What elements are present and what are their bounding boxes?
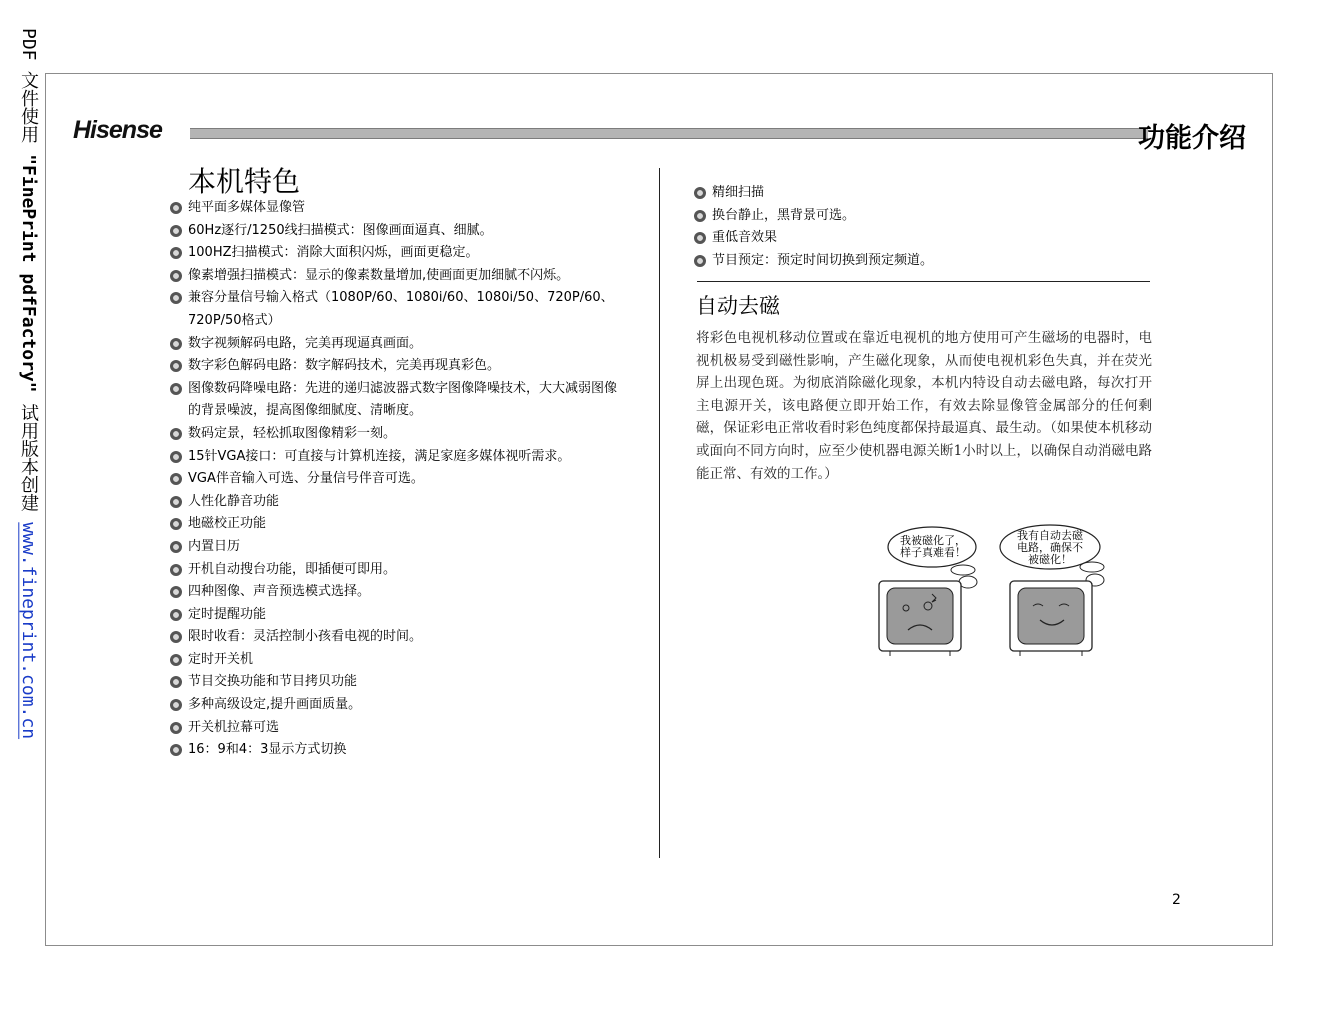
features-list	[168, 197, 628, 762]
feature-text: 15针VGA接口：可直接与计算机连接，满足家庭多媒体视听需求。	[188, 448, 571, 464]
pdf-watermark-sidebar	[14, 28, 42, 740]
bubble-right-text	[1005, 530, 1095, 566]
feature-item	[168, 446, 628, 469]
feature-item	[168, 513, 628, 536]
feature-item	[168, 468, 628, 491]
bubble-right-line: 电路，确保不	[1017, 541, 1083, 554]
bullet-icon	[170, 676, 182, 688]
bullet-icon	[170, 451, 182, 463]
bullet-icon	[170, 202, 182, 214]
bullet-icon	[170, 654, 182, 666]
feature-text: 开关机拉幕可选	[188, 719, 280, 735]
degauss-paragraph: 将彩色电视机移动位置或在靠近电视机的地方使用可产生磁场的电器时，电视机极易受到磁性影响，产生磁化现象，从而使电视机彩色失真，并在荧光屏上出现色斑。为彻底消除磁化现象，本机内特设自动去磁电路，每次打开主电源开关，该电路便立即开始工作，有效去除显像管金属部分的任何剩磁，保证彩电正常收看时彩色纯度都保持最逼真、最生动。（如果使本机移动或面向不同方向时，应至少使机器电源关断1小时以上，以确保自动消磁电路能正常、有效的工作。）	[696, 330, 1152, 482]
bullet-icon	[170, 473, 182, 485]
bullet-icon	[170, 428, 182, 440]
feature-text: 60Hz逐行/1250线扫描模式：图像画面逼真、细腻。	[188, 222, 493, 238]
feature-text: VGA伴音输入可选、分量信号伴音可选。	[188, 471, 424, 487]
feature-text: 换台静止，黑背景可选。	[712, 207, 856, 223]
bullet-icon	[170, 496, 182, 508]
bullet-icon	[694, 187, 706, 199]
watermark-link[interactable]: www.fineprint.com.cn	[18, 522, 39, 740]
page-number: 2	[1172, 892, 1181, 908]
feature-text: 人性化静音功能	[188, 493, 280, 509]
feature-item	[168, 694, 628, 717]
feature-item	[168, 378, 628, 423]
degauss-title: 自动去磁	[696, 294, 780, 318]
feature-item	[692, 182, 1152, 205]
feature-item	[168, 581, 628, 604]
feature-text: 四种图像、声音预选模式选择。	[188, 584, 371, 600]
hisense-logo: Hisense	[73, 116, 162, 144]
feature-item	[168, 355, 628, 378]
feature-text: 纯平面多媒体显像管	[188, 200, 306, 215]
feature-item	[168, 287, 628, 332]
feature-text: 数码定景，轻松抓取图像精彩一刻。	[188, 425, 397, 441]
feature-item	[168, 423, 628, 446]
feature-item	[168, 220, 628, 243]
feature-item	[168, 739, 628, 762]
bullet-icon	[170, 292, 182, 304]
feature-item	[168, 197, 628, 220]
bullet-icon	[170, 564, 182, 576]
bullet-icon	[170, 541, 182, 553]
degauss-cartoon	[870, 520, 1120, 660]
feature-text: 定时开关机	[188, 651, 254, 667]
feature-text: 开机自动搜台功能，即插便可即用。	[188, 561, 397, 577]
bullet-icon	[170, 518, 182, 530]
feature-item	[168, 649, 628, 672]
feature-item	[168, 626, 628, 649]
feature-text: 精细扫描	[712, 185, 765, 200]
feature-text: 地磁校正功能	[188, 516, 267, 532]
feature-item	[168, 491, 628, 514]
features-list-continued	[692, 182, 1152, 272]
section-divider	[697, 281, 1150, 282]
bubble-right-line: 被磁化！	[1028, 553, 1072, 566]
bullet-icon	[170, 360, 182, 372]
bullet-icon	[694, 210, 706, 222]
bullet-icon	[694, 255, 706, 267]
feature-text: 图像数码降噪电路：先进的递归滤波器式数字图像降噪技术，大大减弱图像的背景噪波，提高图像细腻度、清晰度。	[188, 380, 618, 419]
feature-text: 重低音效果	[712, 230, 778, 246]
feature-text: 限时收看：灵活控制小孩看电视的时间。	[188, 629, 423, 645]
bullet-icon	[170, 338, 182, 350]
feature-item	[692, 227, 1152, 250]
bubble-left-line: 样子真难看！	[900, 546, 966, 559]
feature-text: 节目预定：预定时间切换到预定频道。	[712, 252, 934, 268]
feature-item	[168, 536, 628, 559]
feature-text: 多种高级设定,提升画面质量。	[188, 697, 362, 713]
feature-item	[168, 559, 628, 582]
feature-text: 内置日历	[188, 538, 241, 554]
features-title: 本机特色	[188, 165, 301, 198]
feature-text: 数字彩色解码电路：数字解码技术，完美再现真彩色。	[188, 358, 501, 374]
feature-item	[168, 265, 628, 288]
feature-text: 100HZ扫描模式：消除大面积闪烁，画面更稳定。	[188, 245, 479, 261]
bullet-icon	[170, 225, 182, 237]
feature-item	[692, 250, 1152, 273]
bullet-icon	[170, 631, 182, 643]
header-bar	[190, 128, 1148, 139]
bullet-icon	[694, 232, 706, 244]
watermark-product: "FinePrint pdfFactory"	[18, 154, 39, 393]
bubble-left-line: 我被磁化了，	[900, 534, 966, 547]
column-divider	[659, 168, 660, 858]
bullet-icon	[170, 609, 182, 621]
bullet-icon	[170, 699, 182, 711]
feature-text: 数字视频解码电路，完美再现逼真画面。	[188, 335, 423, 351]
bubble-right-line: 我有自动去磁	[1017, 529, 1083, 542]
feature-item	[168, 242, 628, 265]
feature-item	[168, 604, 628, 627]
bullet-icon	[170, 744, 182, 756]
bullet-icon	[170, 247, 182, 259]
feature-text: 定时提醒功能	[188, 606, 267, 622]
watermark-suffix: 试用版本创建	[18, 392, 39, 523]
feature-text: 兼容分量信号输入格式（1080P/60、1080i/60、1080i/50、720P/60、720P/50格式）	[188, 290, 614, 328]
bullet-icon	[170, 722, 182, 734]
feature-text: 像素增强扫描模式：显示的像素数量增加,使画面更加细腻不闪烁。	[188, 267, 570, 283]
feature-item	[168, 717, 628, 740]
bubble-left-text	[892, 535, 974, 559]
feature-text: 16：9和4：3显示方式切换	[188, 742, 347, 758]
bullet-icon	[170, 270, 182, 282]
feature-text: 节目交换功能和节目拷贝功能	[188, 674, 358, 690]
feature-item	[168, 671, 628, 694]
bullet-icon	[170, 383, 182, 395]
bullet-icon	[170, 586, 182, 598]
section-title: 功能介绍	[1138, 123, 1246, 154]
watermark-prefix: PDF 文件使用	[18, 28, 39, 155]
feature-item	[692, 205, 1152, 228]
feature-item	[168, 333, 628, 356]
